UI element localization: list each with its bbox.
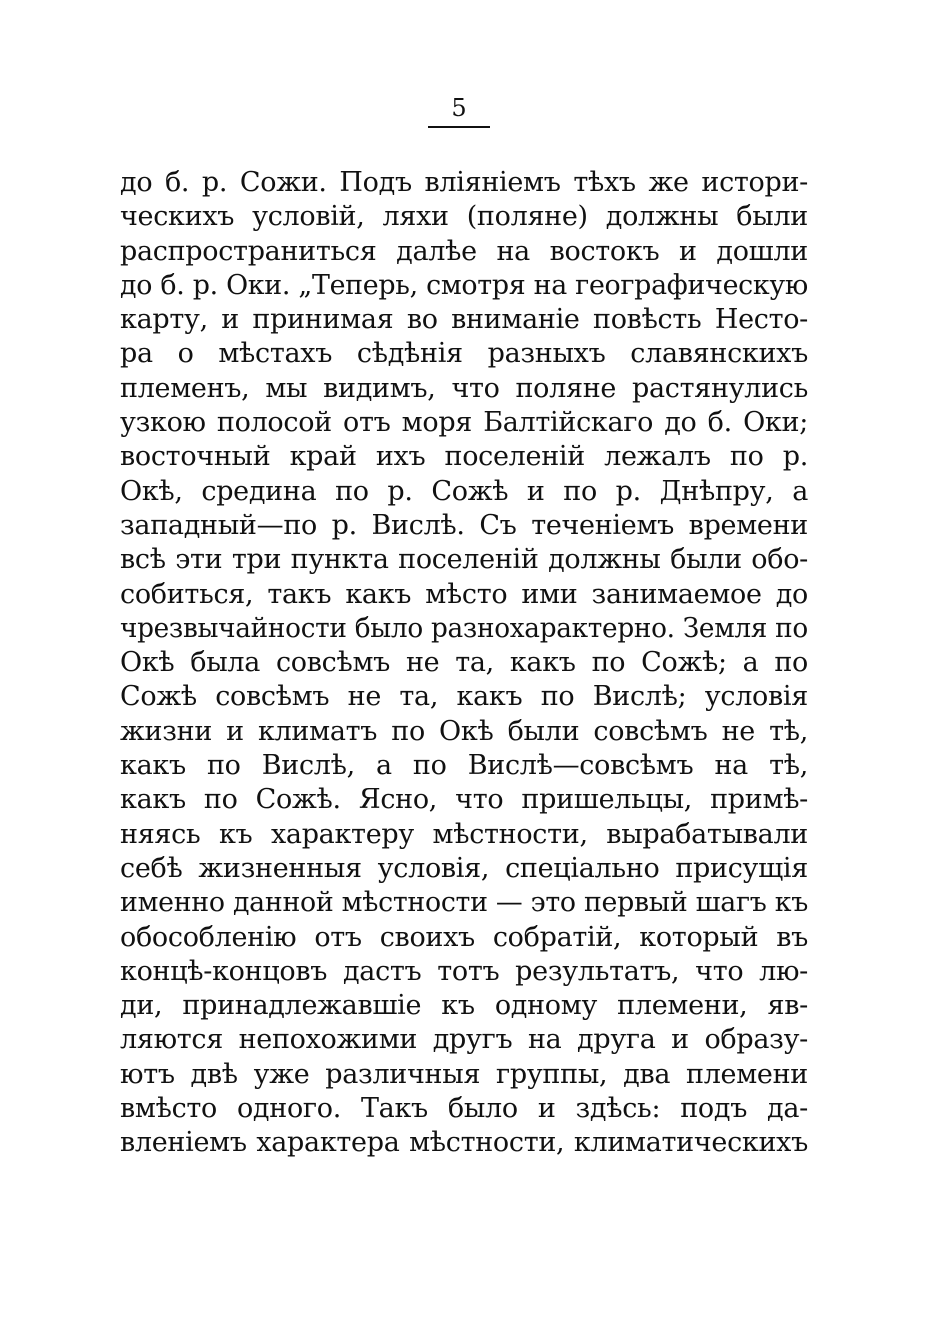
text-line: себѣ жизненныя условія, спеціально присущія [120, 852, 808, 884]
text-line: ляются непохожими другъ на друга и образу- [120, 1024, 808, 1056]
text-line: распространиться далѣе на востокъ и дошли [120, 235, 808, 267]
text-line: концѣ-концовъ дастъ тотъ результатъ, что лю- [120, 955, 808, 987]
text-line: карту, и принимая во вниманіе повѣсть Несто- [120, 304, 808, 336]
text-line: Окѣ, средина по р. Сожѣ и по р. Днѣпру, а [120, 475, 808, 507]
body-text [120, 166, 808, 1161]
text-line: до б. р. Сожи. Подъ вліяніемъ тѣхъ же истори- [120, 167, 808, 198]
page-number-rule [428, 126, 490, 128]
text-line: вмѣсто одного. Такъ было и здѣсь: подъ да- [120, 1093, 808, 1125]
page-number: 5 [451, 94, 467, 122]
text-line: ди, принадлежавшіе къ одному племени, яв- [120, 990, 808, 1022]
text-line: Сожѣ совсѣмъ не та, какъ по Вислѣ; условія [120, 681, 808, 713]
text-line: жизни и климатъ по Окѣ были совсѣмъ не тѣ, [120, 715, 808, 747]
text-line: до б. р. Оки. „Теперь, смотря на географическую [120, 269, 808, 301]
text-line: ра о мѣстахъ сѣдѣнія разныхъ славянскихъ [120, 338, 808, 370]
text-line: какъ по Вислѣ, а по Вислѣ—совсѣмъ на тѣ, [120, 750, 808, 782]
text-line: племенъ, мы видимъ, что поляне растянулись [120, 372, 808, 404]
text-line: вленіемъ характера мѣстности, климатическихъ [120, 1127, 808, 1159]
text-line: всѣ эти три пункта поселеній должны были обо- [120, 544, 808, 576]
text-line: собиться, такъ какъ мѣсто ими занимаемое до [120, 578, 808, 610]
text-line: Окѣ была совсѣмъ не та, какъ по Сожѣ; а по [120, 647, 808, 679]
text-line: узкою полосой отъ моря Балтійскаго до б. Оки; [120, 407, 808, 439]
text-line: обособленію отъ своихъ собратій, который въ [120, 921, 808, 953]
text-line: чрезвычайности было разнохарактерно. Земля по [120, 612, 808, 644]
text-line: няясь къ характеру мѣстности, вырабатывали [120, 818, 808, 850]
text-line: именно данной мѣстности — это первый шагъ къ [120, 887, 808, 919]
text-line: ческихъ условій, ляхи (поляне) должны были [120, 201, 808, 233]
text-line: восточный край ихъ поселеній лежалъ по р. [120, 441, 808, 473]
text-line: какъ по Сожѣ. Ясно, что пришельцы, примѣ- [120, 784, 808, 816]
text-line: ютъ двѣ уже различныя группы, два племени [120, 1058, 808, 1090]
text-line: западный—по р. Вислѣ. Съ теченіемъ времени [120, 509, 808, 541]
